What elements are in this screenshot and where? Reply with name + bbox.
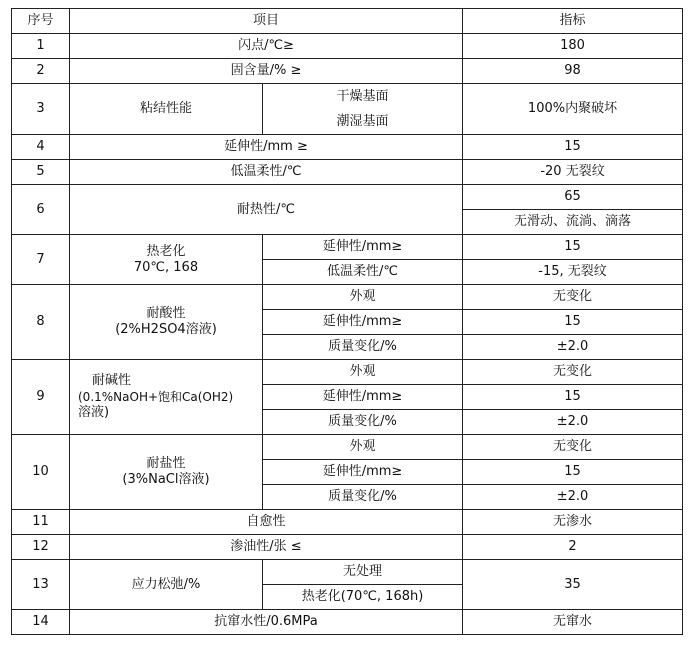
item-line: 耐碱性 bbox=[92, 373, 132, 388]
row-item: 闪点/℃≥ bbox=[70, 34, 463, 59]
row-no: 4 bbox=[12, 135, 70, 160]
row-no: 9 bbox=[12, 360, 70, 435]
row-value: 65 bbox=[463, 185, 683, 210]
table-row bbox=[12, 510, 683, 535]
row-value: 35 bbox=[463, 560, 683, 610]
row-item bbox=[70, 235, 263, 285]
row-no: 12 bbox=[12, 535, 70, 560]
row-no: 11 bbox=[12, 510, 70, 535]
row-value: 无窜水 bbox=[463, 610, 683, 635]
row-value: 无变化 bbox=[463, 360, 683, 385]
row-value: 2 bbox=[463, 535, 683, 560]
item-line: 耐酸性 bbox=[146, 306, 186, 321]
item-line: 热老化 bbox=[146, 243, 186, 259]
header-no: 序号 bbox=[12, 9, 70, 34]
item-line: 耐盐性 bbox=[146, 456, 186, 471]
table-row bbox=[12, 34, 683, 59]
row-value: 15 bbox=[463, 310, 683, 335]
header-index: 指标 bbox=[463, 9, 683, 34]
row-value: 无变化 bbox=[463, 285, 683, 310]
item-line: (3%NaCl溶液) bbox=[122, 472, 210, 487]
row-item: 粘结性能 bbox=[70, 84, 263, 135]
row-item: 自愈性 bbox=[70, 510, 463, 535]
table-row bbox=[12, 535, 683, 560]
row-no: 7 bbox=[12, 235, 70, 285]
row-subitem: 热老化(70℃, 168h) bbox=[263, 585, 463, 610]
row-value: 15 bbox=[463, 460, 683, 485]
table-row bbox=[12, 435, 683, 460]
row-subitem: 外观 bbox=[263, 435, 463, 460]
table-row bbox=[12, 84, 683, 135]
row-item bbox=[70, 285, 263, 360]
row-subitem: 无处理 bbox=[263, 560, 463, 585]
header-item: 项目 bbox=[70, 9, 463, 34]
row-subitem: 延伸性/mm≥ bbox=[263, 385, 463, 410]
item-line: (2%H2SO4溶液) bbox=[115, 322, 217, 337]
row-value: 15 bbox=[463, 235, 683, 260]
table-row bbox=[12, 235, 683, 260]
row-value: 180 bbox=[463, 34, 683, 59]
row-item: 渗油性/张 ≤ bbox=[70, 535, 463, 560]
row-value: 15 bbox=[463, 385, 683, 410]
row-subitem: 质量变化/% bbox=[263, 485, 463, 510]
item-line: 溶液) bbox=[78, 405, 110, 420]
row-value: ±2.0 bbox=[463, 485, 683, 510]
row-no: 5 bbox=[12, 160, 70, 185]
row-value: 15 bbox=[463, 135, 683, 160]
row-value: ±2.0 bbox=[463, 410, 683, 435]
row-value: 98 bbox=[463, 59, 683, 84]
row-no: 10 bbox=[12, 435, 70, 510]
row-no: 3 bbox=[12, 84, 70, 135]
row-no: 8 bbox=[12, 285, 70, 360]
row-item: 延伸性/mm ≥ bbox=[70, 135, 463, 160]
row-subitem: 延伸性/mm≥ bbox=[263, 235, 463, 260]
row-no: 6 bbox=[12, 185, 70, 235]
subitem: 干燥基面 bbox=[336, 89, 389, 104]
subitem: 潮湿基面 bbox=[336, 114, 389, 129]
row-subitem: 外观 bbox=[263, 360, 463, 385]
spec-table-container bbox=[11, 8, 683, 635]
row-subitem: 低温柔性/℃ bbox=[263, 260, 463, 285]
row-item: 固含量/% ≥ bbox=[70, 59, 463, 84]
row-no: 13 bbox=[12, 560, 70, 610]
row-subitems bbox=[263, 84, 463, 135]
spec-table bbox=[11, 8, 683, 635]
table-row bbox=[12, 560, 683, 585]
row-value: 无渗水 bbox=[463, 510, 683, 535]
row-value: 无变化 bbox=[463, 435, 683, 460]
row-item: 应力松弛/% bbox=[70, 560, 263, 610]
table-row bbox=[12, 360, 683, 385]
item-line: 70℃, 168 bbox=[133, 259, 199, 275]
table-row bbox=[12, 59, 683, 84]
row-no: 14 bbox=[12, 610, 70, 635]
row-item: 耐热性/℃ bbox=[70, 185, 463, 235]
row-item bbox=[70, 360, 263, 435]
table-row bbox=[12, 185, 683, 210]
table-row bbox=[12, 285, 683, 310]
row-value: 100%内聚破坏 bbox=[463, 84, 683, 135]
row-value: -15, 无裂纹 bbox=[463, 260, 683, 285]
row-value: ±2.0 bbox=[463, 335, 683, 360]
row-no: 1 bbox=[12, 34, 70, 59]
table-row bbox=[12, 135, 683, 160]
table-row bbox=[12, 160, 683, 185]
row-value: -20 无裂纹 bbox=[463, 160, 683, 185]
row-subitem: 质量变化/% bbox=[263, 335, 463, 360]
row-item bbox=[70, 435, 263, 510]
item-line: (0.1%NaOH+饱和Ca(OH2) bbox=[78, 390, 234, 404]
row-no: 2 bbox=[12, 59, 70, 84]
row-item: 低温柔性/℃ bbox=[70, 160, 463, 185]
table-row bbox=[12, 610, 683, 635]
row-subitem: 延伸性/mm≥ bbox=[263, 460, 463, 485]
row-value: 无滑动、流淌、滴落 bbox=[463, 210, 683, 235]
row-subitem: 延伸性/mm≥ bbox=[263, 310, 463, 335]
table-header-row bbox=[12, 9, 683, 34]
row-subitem: 外观 bbox=[263, 285, 463, 310]
row-subitem: 质量变化/% bbox=[263, 410, 463, 435]
row-item: 抗窜水性/0.6MPa bbox=[70, 610, 463, 635]
